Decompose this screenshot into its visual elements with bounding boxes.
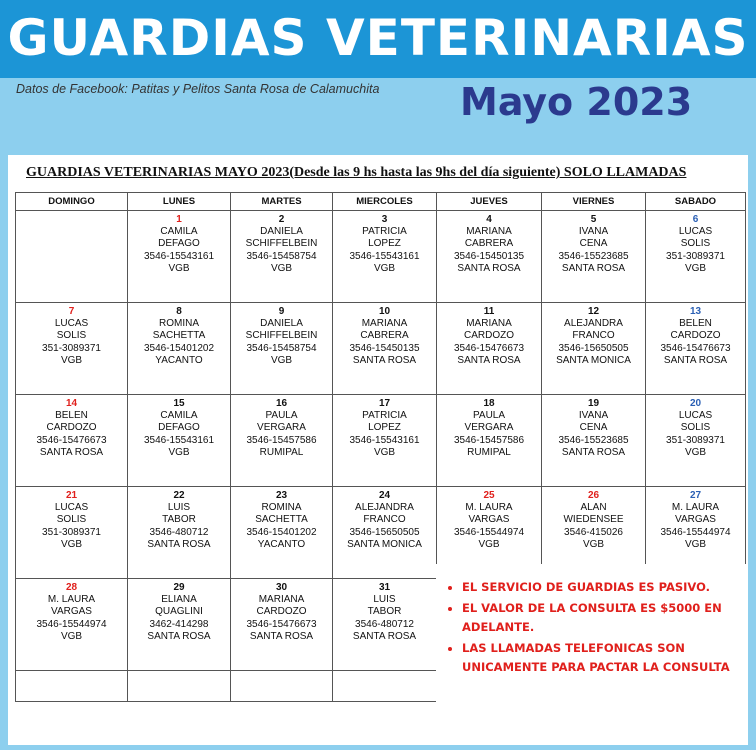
schedule-sheet xyxy=(8,155,748,745)
vet-last-name: VARGAS xyxy=(468,514,510,526)
duty-entry xyxy=(128,303,230,367)
vet-location: SANTA ROSA xyxy=(147,538,211,550)
vet-location: SANTA ROSA xyxy=(561,446,626,458)
vet-phone: 3546-15458754 xyxy=(246,342,317,354)
duty-entry xyxy=(231,211,332,275)
vet-location: YACANTO xyxy=(155,354,203,366)
calendar-day-cell xyxy=(231,487,333,579)
day-number: 23 xyxy=(275,490,288,501)
duty-entry xyxy=(333,211,436,275)
vet-last-name: SOLIS xyxy=(680,238,711,250)
vet-phone: 3546-15450135 xyxy=(349,342,420,354)
weekday-header: LUNES xyxy=(128,193,231,211)
vet-location: VGB xyxy=(168,446,190,458)
duty-entry xyxy=(437,395,541,459)
source-credit: Datos de Facebook: Patitas y Pelitos Santa Rosa de Calamuchita xyxy=(16,82,380,96)
duty-entry xyxy=(542,395,645,459)
calendar-day-cell xyxy=(542,211,646,303)
calendar-day-cell xyxy=(16,211,128,303)
vet-last-name: CARDOZO xyxy=(670,330,721,342)
vet-first-name: BELEN xyxy=(55,410,88,422)
vet-location: SANTA ROSA xyxy=(457,262,521,274)
calendar-day-cell xyxy=(16,671,128,702)
duty-entry xyxy=(437,303,541,367)
vet-phone: 351-3089371 xyxy=(42,526,101,538)
vet-last-name: SOLIS xyxy=(680,422,711,434)
duty-entry xyxy=(231,579,332,643)
duty-entry xyxy=(333,487,436,551)
day-number: 28 xyxy=(65,582,78,593)
vet-phone: 3546-15650505 xyxy=(349,526,420,538)
day-number: 30 xyxy=(275,582,288,593)
duty-entry xyxy=(646,303,745,367)
calendar-week-row xyxy=(16,211,746,303)
vet-phone: 3546-15476673 xyxy=(246,618,317,630)
duty-entry xyxy=(646,487,745,551)
vet-phone: 3546-15543161 xyxy=(143,250,215,262)
calendar-day-cell xyxy=(437,395,542,487)
vet-first-name: MARIANA xyxy=(258,594,305,606)
calendar-day-cell xyxy=(333,671,437,702)
calendar-day-cell xyxy=(16,303,128,395)
day-number: 7 xyxy=(68,306,75,317)
vet-last-name: LOPEZ xyxy=(368,238,401,250)
day-number: 25 xyxy=(483,490,495,501)
vet-last-name: TABOR xyxy=(367,606,402,618)
vet-last-name: CENA xyxy=(579,238,608,250)
vet-location: SANTA MONICA xyxy=(556,354,631,366)
duty-entry xyxy=(333,395,436,459)
vet-location: SANTA ROSA xyxy=(561,262,626,274)
vet-location: VGB xyxy=(373,262,396,274)
vet-location: VGB xyxy=(582,538,605,550)
vet-location: SANTA ROSA xyxy=(39,446,104,458)
vet-first-name: PAULA xyxy=(265,410,298,422)
vet-first-name: ALEJANDRA xyxy=(564,318,623,330)
calendar-day-cell xyxy=(231,303,333,395)
duty-entry xyxy=(16,487,127,551)
vet-last-name: VERGARA xyxy=(257,422,306,434)
vet-location: VGB xyxy=(60,538,83,550)
day-number: 21 xyxy=(65,490,78,501)
duty-entry xyxy=(646,211,745,275)
vet-last-name: FRANCO xyxy=(363,514,406,526)
duty-entry xyxy=(231,395,332,459)
day-number: 4 xyxy=(486,214,492,225)
vet-last-name: DEFAGO xyxy=(158,422,200,434)
vet-location: VGB xyxy=(684,262,707,274)
vet-last-name: QUAGLINI xyxy=(155,606,203,618)
day-number: 6 xyxy=(692,214,699,225)
day-number: 24 xyxy=(378,490,391,501)
day-number: 12 xyxy=(587,306,600,317)
vet-phone: 3462-414298 xyxy=(149,618,209,630)
vet-location: VGB xyxy=(684,538,707,550)
vet-phone: 3546-15543161 xyxy=(349,434,420,446)
vet-phone: 3546-415026 xyxy=(564,526,623,538)
vet-location: VGB xyxy=(478,538,500,550)
duty-entry xyxy=(333,579,436,643)
vet-location: YACANTO xyxy=(257,538,306,550)
weekday-header: JUEVES xyxy=(437,193,542,211)
month-heading: Mayo 2023 xyxy=(460,80,693,124)
duty-entry xyxy=(646,395,745,459)
vet-last-name: SACHETTA xyxy=(152,330,206,342)
weekday-header: MARTES xyxy=(231,193,333,211)
day-number: 9 xyxy=(278,306,285,317)
vet-phone: 3546-480712 xyxy=(355,618,414,630)
vet-last-name: CARDOZO xyxy=(256,606,307,618)
vet-first-name: ALAN xyxy=(580,502,607,514)
vet-phone: 3546-15458754 xyxy=(246,250,317,262)
banner-title: GUARDIAS VETERINARIAS xyxy=(7,9,749,67)
calendar-day-cell xyxy=(646,211,746,303)
calendar-day-cell xyxy=(646,395,746,487)
duty-entry xyxy=(16,579,127,643)
calendar-day-cell xyxy=(437,303,542,395)
weekday-header: DOMINGO xyxy=(16,193,128,211)
weekday-header: VIERNES xyxy=(542,193,646,211)
vet-last-name: CENA xyxy=(579,422,608,434)
vet-last-name: VERGARA xyxy=(464,422,514,434)
day-number: 5 xyxy=(590,214,597,225)
vet-first-name: PATRICIA xyxy=(362,410,407,422)
vet-last-name: CABRERA xyxy=(360,330,409,342)
duty-entry xyxy=(128,579,230,643)
note-item: • EL VALOR DE LA CONSULTA ES $5000 EN ADELANTE. xyxy=(462,599,752,637)
vet-last-name: SOLIS xyxy=(56,330,87,342)
vet-first-name: MARIANA xyxy=(466,318,512,330)
vet-last-name: CARDOZO xyxy=(46,422,97,434)
vet-first-name: LUIS xyxy=(373,594,396,606)
vet-location: SANTA ROSA xyxy=(457,354,521,366)
vet-last-name: LOPEZ xyxy=(368,422,401,434)
vet-first-name: BELEN xyxy=(679,318,712,330)
calendar-day-cell xyxy=(16,579,128,671)
calendar-day-cell xyxy=(128,487,231,579)
calendar-day-cell xyxy=(16,395,128,487)
vet-location: SANTA ROSA xyxy=(249,630,314,642)
vet-first-name: M. LAURA xyxy=(671,502,720,514)
calendar-day-cell xyxy=(333,303,437,395)
day-number: 20 xyxy=(689,398,702,409)
calendar-day-cell xyxy=(128,671,231,702)
calendar-day-cell xyxy=(231,579,333,671)
vet-location: VGB xyxy=(270,262,293,274)
vet-phone: 3546-480712 xyxy=(149,526,209,538)
note-item: • EL SERVICIO DE GUARDIAS ES PASIVO. xyxy=(462,578,752,597)
duty-entry xyxy=(128,211,230,275)
vet-location: VGB xyxy=(373,446,396,458)
schedule-title: GUARDIAS VETERINARIAS MAYO 2023(Desde las 9 hs hasta las 9hs del día siguiente) SOLO LLAMADAS xyxy=(26,165,687,180)
calendar-week-row xyxy=(16,395,746,487)
duty-entry xyxy=(128,487,230,551)
vet-first-name: PAULA xyxy=(472,410,506,422)
calendar-day-cell xyxy=(333,579,437,671)
vet-first-name: ELIANA xyxy=(161,594,197,606)
vet-last-name: CARDOZO xyxy=(464,330,514,342)
day-number: 29 xyxy=(173,582,185,593)
vet-last-name: VARGAS xyxy=(675,514,716,526)
day-number: 13 xyxy=(689,306,702,317)
day-number: 22 xyxy=(173,490,185,501)
calendar-day-cell xyxy=(333,487,437,579)
day-number: 11 xyxy=(483,306,495,317)
day-number: 2 xyxy=(278,214,285,225)
vet-location: SANTA ROSA xyxy=(352,354,417,366)
duty-entry xyxy=(542,211,645,275)
vet-phone: 3546-15476673 xyxy=(36,434,107,446)
vet-phone: 3546-15544974 xyxy=(36,618,107,630)
calendar-day-cell xyxy=(542,395,646,487)
vet-first-name: M. LAURA xyxy=(47,594,96,606)
vet-location: RUMIPAL xyxy=(259,446,304,458)
vet-first-name: PATRICIA xyxy=(362,226,407,238)
vet-location: RUMIPAL xyxy=(467,446,511,458)
calendar-day-cell xyxy=(128,579,231,671)
vet-first-name: ROMINA xyxy=(261,502,302,514)
vet-phone: 3546-15543161 xyxy=(143,434,215,446)
vet-last-name: SCHIFFELBEIN xyxy=(245,238,318,250)
duty-entry xyxy=(542,303,645,367)
duty-entry xyxy=(437,211,541,275)
duty-entry xyxy=(231,303,332,367)
calendar-day-cell xyxy=(333,211,437,303)
weekday-header: MIERCOLES xyxy=(333,193,437,211)
vet-last-name: VARGAS xyxy=(51,606,92,618)
vet-last-name: TABOR xyxy=(162,514,196,526)
vet-phone: 3546-15476673 xyxy=(453,342,525,354)
day-number: 10 xyxy=(378,306,391,317)
day-number: 26 xyxy=(587,490,600,501)
vet-location: SANTA ROSA xyxy=(352,630,417,642)
calendar-day-cell xyxy=(333,395,437,487)
calendar-day-cell xyxy=(231,671,333,702)
calendar-day-cell xyxy=(128,211,231,303)
weekday-header-row xyxy=(16,193,746,211)
vet-first-name: DANIELA xyxy=(260,318,303,330)
vet-last-name: SCHIFFELBEIN xyxy=(245,330,318,342)
day-number: 14 xyxy=(65,398,78,409)
day-number: 15 xyxy=(173,398,185,409)
calendar-day-cell xyxy=(128,395,231,487)
vet-phone: 3546-15543161 xyxy=(349,250,420,262)
vet-phone: 3546-15457586 xyxy=(453,434,525,446)
duty-entry xyxy=(16,303,127,367)
calendar-day-cell xyxy=(437,211,542,303)
day-number: 27 xyxy=(689,490,702,501)
calendar-day-cell xyxy=(542,303,646,395)
duty-entry xyxy=(231,487,332,551)
calendar-day-cell xyxy=(231,395,333,487)
vet-phone: 3546-15544974 xyxy=(660,526,731,538)
weekday-header: SABADO xyxy=(646,193,746,211)
duty-entry xyxy=(128,395,230,459)
day-number: 18 xyxy=(483,398,495,409)
day-number: 17 xyxy=(378,398,391,409)
day-number: 31 xyxy=(378,582,391,593)
day-number: 1 xyxy=(176,214,182,225)
vet-first-name: LUCAS xyxy=(678,410,713,422)
vet-first-name: M. LAURA xyxy=(465,502,513,514)
vet-location: VGB xyxy=(60,630,83,642)
vet-phone: 3546-15523685 xyxy=(558,434,629,446)
duty-entry xyxy=(437,487,541,551)
vet-location: VGB xyxy=(168,262,190,274)
vet-phone: 3546-15476673 xyxy=(660,342,731,354)
vet-location: SANTA ROSA xyxy=(147,630,211,642)
note-item: • LAS LLAMADAS TELEFONICAS SON UNICAMENTE PARA PACTAR LA CONSULTA xyxy=(462,639,752,677)
vet-last-name: SOLIS xyxy=(56,514,87,526)
vet-first-name: IVANA xyxy=(578,410,609,422)
vet-location: VGB xyxy=(270,354,293,366)
calendar-day-cell xyxy=(646,303,746,395)
vet-phone: 351-3089371 xyxy=(666,434,725,446)
vet-phone: 351-3089371 xyxy=(42,342,101,354)
calendar-week-row xyxy=(16,303,746,395)
vet-first-name: LUIS xyxy=(167,502,191,514)
day-number: 16 xyxy=(275,398,288,409)
vet-first-name: LUCAS xyxy=(54,502,89,514)
day-number: 8 xyxy=(176,306,182,317)
vet-location: VGB xyxy=(684,446,707,458)
vet-first-name: MARIANA xyxy=(466,226,512,238)
vet-first-name: IVANA xyxy=(578,226,609,238)
vet-phone: 3546-15401202 xyxy=(143,342,215,354)
vet-phone: 3546-15401202 xyxy=(246,526,317,538)
duty-entry xyxy=(16,395,127,459)
vet-last-name: CABRERA xyxy=(464,238,514,250)
vet-location: SANTA MONICA xyxy=(347,538,422,550)
calendar-day-cell xyxy=(128,303,231,395)
vet-last-name: DEFAGO xyxy=(158,238,200,250)
vet-phone: 3546-15544974 xyxy=(453,526,525,538)
vet-location: VGB xyxy=(60,354,83,366)
vet-last-name: SACHETTA xyxy=(255,514,308,526)
vet-phone: 3546-15650505 xyxy=(558,342,629,354)
calendar-day-cell xyxy=(231,211,333,303)
vet-first-name: ROMINA xyxy=(159,318,199,330)
vet-first-name: LUCAS xyxy=(54,318,89,330)
duty-entry xyxy=(333,303,436,367)
vet-first-name: LUCAS xyxy=(678,226,713,238)
notes-list xyxy=(446,578,752,679)
vet-first-name: CAMILA xyxy=(160,226,198,238)
vet-location: SANTA ROSA xyxy=(663,354,728,366)
vet-last-name: FRANCO xyxy=(572,330,615,342)
vet-first-name: CAMILA xyxy=(160,410,198,422)
vet-last-name: WIEDENSEE xyxy=(563,514,624,526)
vet-first-name: DANIELA xyxy=(260,226,303,238)
duty-entry xyxy=(542,487,645,551)
vet-first-name: MARIANA xyxy=(361,318,408,330)
vet-phone: 351-3089371 xyxy=(666,250,725,262)
vet-phone: 3546-15457586 xyxy=(246,434,317,446)
vet-phone: 3546-15523685 xyxy=(558,250,629,262)
title-banner xyxy=(0,0,756,78)
vet-first-name: ALEJANDRA xyxy=(355,502,414,514)
calendar-day-cell xyxy=(16,487,128,579)
day-number: 3 xyxy=(381,214,388,225)
day-number: 19 xyxy=(587,398,600,409)
vet-phone: 3546-15450135 xyxy=(453,250,525,262)
